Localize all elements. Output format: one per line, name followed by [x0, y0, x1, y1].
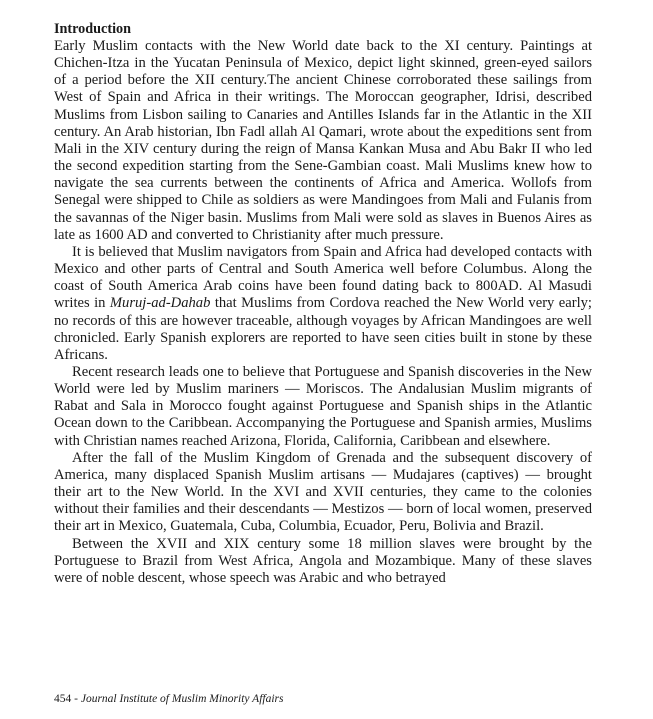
page-number: 454 - — [54, 693, 78, 705]
journal-name: Journal Institute of Muslim Minority Affairs — [80, 693, 284, 705]
paragraph-4: After the fall of the Muslim Kingdom of Grenada and the subsequent discovery of America, many displaced Spanish Muslim artisans — Mudajares (captives) — brought their art to the New World. In the XVI and XVII centuries, they came to the colonies without their families and their descendants — Mestizos — born of local women, preserved their art in Mexico, Guatemala, Cuba, Columbia, Ecuador, Peru, Bolivia and Brazil. — [54, 449, 592, 535]
paragraph-3: Recent research leads one to believe that Portuguese and Spanish discoveries in the New World were led by Muslim mariners — Moriscos. The Andalusian Muslim migrants of Rabat and Sala in Morocco fought against Portuguese and Spanish ships in the Atlantic Ocean down to the Caribbean. Accompanying the Portuguese and Spanish armies, Muslims with Christian names reached Arizona, Florida, California, Caribbean and elsewhere. — [54, 363, 592, 449]
paragraph-1: Early Muslim contacts with the New World date back to the XI century. Paintings at Chichen-Itza in the Yucatan Peninsula of Mexico, depict light skinned, green-eyed sailors of a period before the XII century.The ancient Chinese corroborated these sailings from West of Spain and Africa in their writings. The Moroccan geographer, Idrisi, described Muslims from Lisbon sailing to Canaries and Antilles Islands far in the Atlantic in the XII century. An Arab historian, Ibn Fadl allah Al Qamari, wrote about the expeditions sent from Mali in the XIV century during the reign of Mansa Kankan Musa and Abu Bakr II who led the second expedition starting from the Sene-Gambian coast. Mali Muslims knew how to navigate the sea currents between the continents of Africa and America. Wollofs from Senegal were shipped to Chile as soldiers as were Mandingoes from Mali and Fulanis from the savannas of the Niger basin. Muslims from Mali were sold as slaves in Buenos Aires as late as 1600 AD and converted to Christianity after much pressure. — [54, 38, 592, 243]
paragraph-2-text-b: that Muslims from Cordova reached the New World very early; no records of this are however traceable, although voyages by African Mandingoes are well chronicled. Early Spanish explorers are reported to have seen cities built in stone by these Africans. — [54, 295, 592, 363]
article-page — [54, 20, 592, 587]
paragraph-2-text-a: It is believed that Muslim navigators from Spain and Africa had developed contacts with Mexico and other parts of Central and South America well before Columbus. Along the coast of South America Arab coins have been found dating back to 800AD. Al Masudi writes in — [54, 243, 592, 312]
book-title-italic: Muruj-ad-Dahab — [109, 295, 211, 312]
paragraph-5: Between the XVII and XIX century some 18 million slaves were brought by the Portuguese to Brazil from West Africa, Angola and Mozambique. Many of these slaves were of noble descent, whose speech was Arabic and who betrayed — [54, 535, 592, 586]
section-heading: Introduction — [54, 21, 131, 37]
paragraph-2 — [54, 244, 592, 364]
page-footer — [54, 693, 283, 705]
